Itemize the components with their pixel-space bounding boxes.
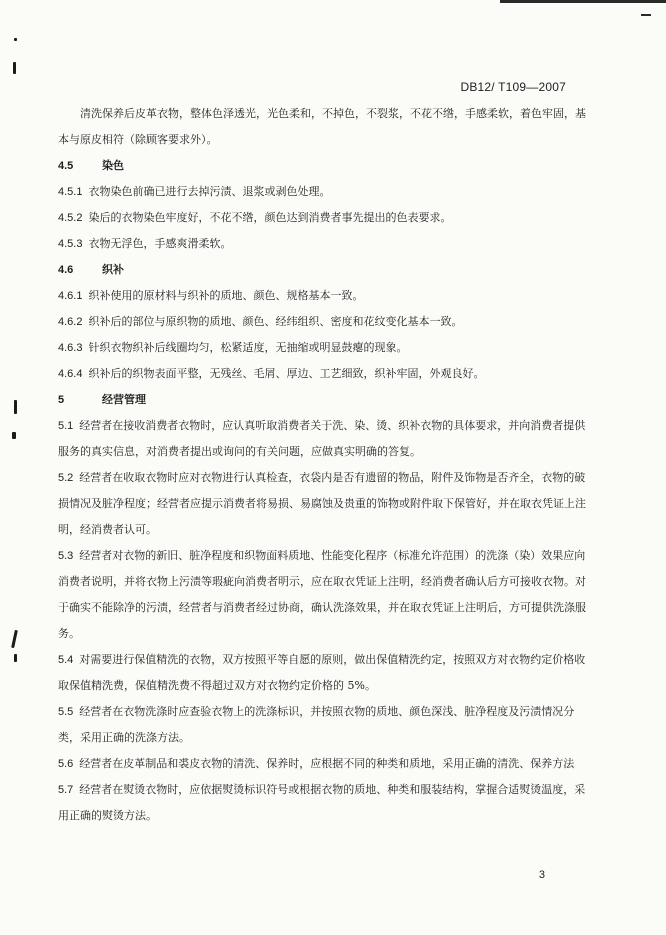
clause-4-6-3: 4.6.3 针织衣物织补后线圈均匀，松紧适度，无抽缩或明显鼓瘪的现象。 bbox=[58, 341, 408, 354]
clause-4-6-2: 4.6.2 织补后的部位与原织物的质地、颜色、经纬组织、密度和花纹变化基本一致。 bbox=[58, 315, 463, 328]
clause-4-5-2: 4.5.2 染后的衣物染色牢度好，不花不绺，颜色达到消费者事先提出的色表要求。 bbox=[58, 211, 452, 224]
clause-5-6: 5.6 经营者在皮革制品和裘皮衣物的清洗、保养时，应根据不同的种类和质地，采用正确的清洗、保养方法 bbox=[58, 757, 575, 770]
scan-mark bbox=[14, 400, 17, 414]
clause-5-3: 5.3 经营者对衣物的新旧、脏净程度和织物面料质地、性能变化程序（标准允许范围）的洗涤（染）效果应向消费者说明，并将衣物上污渍等瑕疵向消费者明示，应在取衣凭证上注明，经消费者确认后方可接收衣物。对于确实不能除净的污渍，经营者与消费者经过协商，确认洗涤效果，并在取衣凭证上注明后，方可提供洗涤服务。 bbox=[58, 549, 586, 640]
top-corner-dash bbox=[641, 14, 651, 16]
clause-5-5: 5.5 经营者在衣物洗涤时应查验衣物上的洗涤标识，并按照衣物的质地、颜色深浅、脏净程度及污渍情况分类，采用正确的洗涤方法。 bbox=[58, 705, 575, 744]
top-edge-rule bbox=[500, 0, 666, 3]
scan-mark bbox=[13, 62, 16, 74]
clause-4-5-3: 4.5.3 衣物无浮色，手感爽滑柔软。 bbox=[58, 237, 232, 250]
clause-4-5-1: 4.5.1 衣物染色前确已进行去掉污渍、退浆或剥色处理。 bbox=[58, 185, 331, 198]
page-number: 3 bbox=[538, 869, 545, 881]
clause-4-6-4: 4.6.4 织补后的织物表面平整，无残丝、毛屑、厚边、工艺细致，织补牢固，外观良好。 bbox=[58, 367, 485, 380]
intro-paragraph: 清洗保养后皮革衣物，整体色泽透光，光色柔和，不掉色，不裂浆，不花不绺，手感柔软，着色牢固，基本与原皮相符（除顾客要求外）。 bbox=[58, 107, 586, 146]
section-heading-4-6: 4.6 织补 bbox=[58, 263, 124, 276]
scan-mark bbox=[14, 654, 17, 662]
clause-4-6-1: 4.6.1 织补使用的原材料与织补的质地、颜色、规格基本一致。 bbox=[58, 289, 364, 302]
section-heading-4-5: 4.5 染色 bbox=[58, 159, 124, 172]
document-body bbox=[58, 101, 586, 829]
clause-5-1: 5.1 经营者在接收消费者衣物时，应认真听取消费者关于洗、染、烫、织补衣物的具体要求，并向消费者提供服务的真实信息，对消费者提出或询问的有关问题，应做真实明确的答复。 bbox=[58, 419, 586, 458]
clause-5-4: 5.4 对需要进行保值精洗的衣物，双方按照平等自愿的原则，做出保值精洗约定，按照双方对衣物约定价格收取保值精洗费，保值精洗费不得超过双方对衣物约定价格的 5%。 bbox=[58, 653, 586, 692]
document-code: DB12/ T109—2007 bbox=[460, 80, 566, 94]
section-heading-5: 5 经营管理 bbox=[58, 393, 146, 406]
scan-mark bbox=[14, 38, 17, 41]
clause-5-7: 5.7 经营者在熨烫衣物时，应依据熨烫标识符号或根据衣物的质地、种类和服装结构，掌握合适熨烫温度，采用正确的熨烫方法。 bbox=[58, 783, 586, 822]
scan-mark bbox=[12, 432, 16, 439]
clause-5-2: 5.2 经营者在收取衣物时应对衣物进行认真检查，衣袋内是否有遗留的物品，附件及饰物是否齐全，衣物的破损情况及脏净程度；经营者应提示消费者将易损、易腐蚀及贵重的饰物或附件取下保管好，并在取衣凭证上注明，经消费者认可。 bbox=[58, 471, 586, 536]
scan-mark bbox=[11, 630, 18, 648]
